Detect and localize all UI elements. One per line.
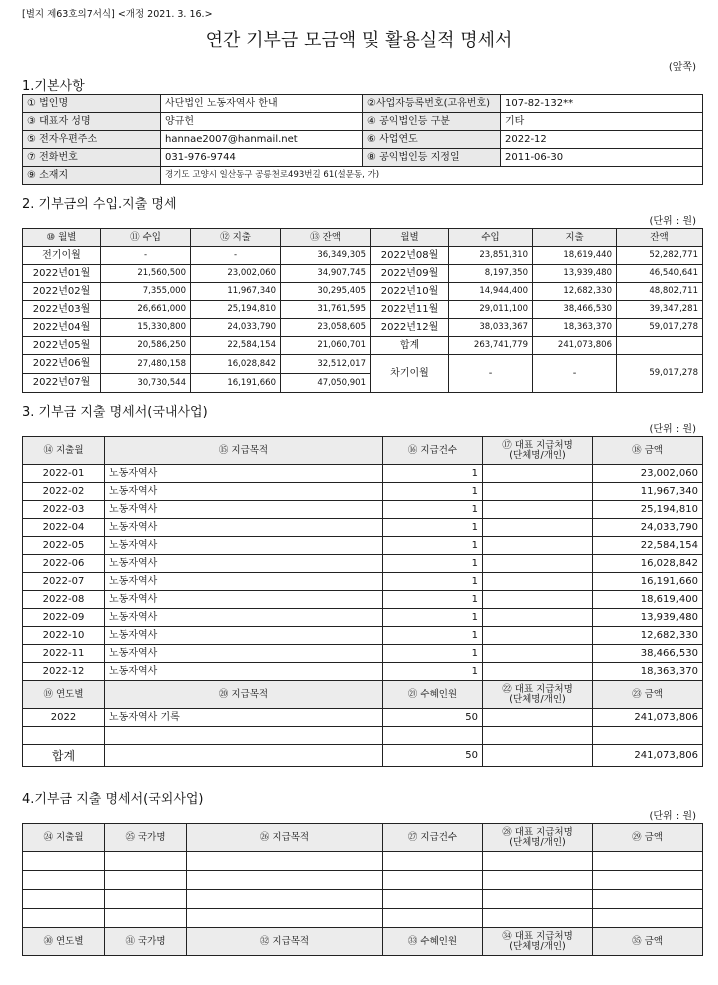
expense-cell: -: [191, 247, 281, 265]
expense-cell: 241,073,806: [533, 337, 617, 355]
income-cell: 7,355,000: [101, 283, 191, 301]
empty-cell: [483, 852, 593, 871]
field-label: ④ 공익법인등 구분: [363, 113, 501, 131]
column-header: ㉛ 국가명: [105, 928, 187, 956]
expense-cell: 22,584,154: [191, 337, 281, 355]
month-cell: 2022년08월: [371, 247, 449, 265]
carry-over-income: -: [449, 355, 533, 393]
count-cell: 1: [383, 465, 483, 483]
field-label: ③ 대표자 성명: [23, 113, 161, 131]
empty-cell: [383, 890, 483, 909]
balance-cell: 48,802,711: [617, 283, 703, 301]
purpose-cell: 노동자역사: [105, 501, 383, 519]
month-row: [23, 247, 703, 265]
page-title: 연간 기부금 모금액 및 활용실적 명세서: [205, 30, 513, 51]
amount-cell: 22,584,154: [593, 537, 703, 555]
count-cell: 1: [383, 501, 483, 519]
balance-cell: 23,058,605: [281, 319, 371, 337]
expense-row: [23, 573, 703, 591]
count-cell: 1: [383, 555, 483, 573]
field-value: 2022-12: [501, 131, 703, 149]
expense-cell: 23,002,060: [191, 265, 281, 283]
empty-cell: [593, 909, 703, 928]
column-header: 수입: [449, 229, 533, 247]
empty-cell: [483, 909, 593, 928]
balance-cell: 36,349,305: [281, 247, 371, 265]
header-row: [23, 229, 703, 247]
purpose-cell: 노동자역사: [105, 663, 383, 681]
column-header: ㉒ 대표 지급처명 (단체명/개인): [483, 681, 593, 709]
total-row: [23, 745, 703, 767]
expense-cell: 12,682,330: [533, 283, 617, 301]
basic-info-row: [23, 149, 703, 167]
purpose-cell: 노동자역사: [105, 537, 383, 555]
empty-cell: [187, 871, 383, 890]
month-cell: 2022년06월: [23, 355, 101, 374]
count-cell: 1: [383, 483, 483, 501]
header-row: [23, 681, 703, 709]
amount-cell: 12,682,330: [593, 627, 703, 645]
blank-row: [23, 727, 703, 745]
month-row: [23, 337, 703, 355]
count-cell: 1: [383, 663, 483, 681]
expense-row: [23, 519, 703, 537]
empty-cell: [105, 909, 187, 928]
field-value: 기타: [501, 113, 703, 131]
column-header: ㉑ 수혜인원: [383, 681, 483, 709]
basic-info-row: [23, 113, 703, 131]
month-cell: 2022-06: [23, 555, 105, 573]
field-label: ⑧ 공익법인등 지정일: [363, 149, 501, 167]
field-value: 107-82-132**: [501, 95, 703, 113]
column-header: ⑩ 월별: [23, 229, 101, 247]
column-header: ⑲ 연도별: [23, 681, 105, 709]
overseas-expense-table: [22, 823, 703, 956]
column-header: 잔액: [617, 229, 703, 247]
column-header: ㉚ 연도별: [23, 928, 105, 956]
expense-cell: 18,363,370: [533, 319, 617, 337]
income-cell: 21,560,500: [101, 265, 191, 283]
expense-row: [23, 537, 703, 555]
recipient-cell: [483, 591, 593, 609]
basic-info-row: [23, 131, 703, 149]
recipient-cell: [483, 745, 593, 767]
income-cell: 20,586,250: [101, 337, 191, 355]
amount-cell: 25,194,810: [593, 501, 703, 519]
count-cell: 1: [383, 537, 483, 555]
blank-row: [23, 871, 703, 890]
address-value: 경기도 고양시 일산동구 공릉천로493번길 61(설문동, 가): [161, 167, 703, 185]
balance-cell: 39,347,281: [617, 301, 703, 319]
field-value: 031-976-9744: [161, 149, 363, 167]
empty-cell: [383, 871, 483, 890]
month-cell: 2022년04월: [23, 319, 101, 337]
purpose-cell: 노동자역사: [105, 645, 383, 663]
month-cell: 2022-12: [23, 663, 105, 681]
year-cell: 2022: [23, 709, 105, 727]
empty-cell: [105, 727, 383, 745]
expense-cell: 18,619,440: [533, 247, 617, 265]
expense-cell: 16,191,660: [191, 374, 281, 393]
column-header: ⑫ 지출: [191, 229, 281, 247]
month-row: [23, 301, 703, 319]
purpose-cell: 노동자역사: [105, 609, 383, 627]
month-cell: 2022-07: [23, 573, 105, 591]
field-value: 2011-06-30: [501, 149, 703, 167]
count-cell: 1: [383, 645, 483, 663]
count-cell: 1: [383, 591, 483, 609]
empty-cell: [105, 890, 187, 909]
income-cell: 38,033,367: [449, 319, 533, 337]
recipient-cell: [483, 709, 593, 727]
beneficiaries-cell: 50: [383, 745, 483, 767]
total-amount-cell: 241,073,806: [593, 745, 703, 767]
form-header: [별지 제63호의7서식] <개정 2021. 3. 16.>: [22, 9, 213, 20]
income-cell: 8,197,350: [449, 265, 533, 283]
empty-cell: [23, 890, 105, 909]
month-row: [23, 319, 703, 337]
income-cell: 23,851,310: [449, 247, 533, 265]
month-cell: 2022년03월: [23, 301, 101, 319]
income-cell: 263,741,779: [449, 337, 533, 355]
blank-row: [23, 890, 703, 909]
expense-row: [23, 645, 703, 663]
field-value: 사단법인 노동자역사 한내: [161, 95, 363, 113]
amount-cell: 13,939,480: [593, 609, 703, 627]
count-cell: 1: [383, 573, 483, 591]
empty-cell: [105, 871, 187, 890]
empty-cell: [23, 871, 105, 890]
recipient-cell: [483, 609, 593, 627]
month-cell: 전기이월: [23, 247, 101, 265]
year-row: [23, 709, 703, 727]
amount-cell: 23,002,060: [593, 465, 703, 483]
header-row: [23, 928, 703, 956]
empty-cell: [23, 852, 105, 871]
expense-row: [23, 465, 703, 483]
column-header: ㉟ 금액: [593, 928, 703, 956]
count-cell: 1: [383, 519, 483, 537]
amount-cell: 16,028,842: [593, 555, 703, 573]
total-label: 합계: [23, 745, 105, 767]
expense-cell: 24,033,790: [191, 319, 281, 337]
purpose-cell: 노동자역사 기록: [105, 709, 383, 727]
column-header: 월별: [371, 229, 449, 247]
purpose-cell: 노동자역사: [105, 627, 383, 645]
month-cell: 2022년05월: [23, 337, 101, 355]
expense-row: [23, 591, 703, 609]
income-cell: 29,011,100: [449, 301, 533, 319]
balance-cell: 30,295,405: [281, 283, 371, 301]
section-2-unit: (단위 : 원): [649, 216, 696, 227]
empty-cell: [23, 727, 105, 745]
purpose-cell: 노동자역사: [105, 465, 383, 483]
month-row: [23, 283, 703, 301]
address-label: ⑨ 소재지: [23, 167, 161, 185]
month-cell: 2022-02: [23, 483, 105, 501]
expense-row: [23, 663, 703, 681]
amount-cell: 24,033,790: [593, 519, 703, 537]
column-header: ⑳ 지급목적: [105, 681, 383, 709]
month-cell: 2022-08: [23, 591, 105, 609]
balance-cell: 32,512,017: [281, 355, 371, 374]
empty-cell: [187, 909, 383, 928]
page-side-label: (앞쪽): [668, 62, 696, 73]
purpose-cell: 노동자역사: [105, 519, 383, 537]
recipient-cell: [483, 519, 593, 537]
empty-cell: [483, 871, 593, 890]
amount-cell: 18,619,400: [593, 591, 703, 609]
empty-cell: [383, 909, 483, 928]
recipient-cell: [483, 663, 593, 681]
column-header: ⑯ 지급건수: [383, 437, 483, 465]
empty-cell: [593, 890, 703, 909]
column-header: ㉔ 지출월: [23, 824, 105, 852]
section-2-heading: 2. 기부금의 수입.지출 명세: [22, 197, 177, 212]
recipient-cell: [483, 645, 593, 663]
expense-row: [23, 501, 703, 519]
month-cell: 2022년10월: [371, 283, 449, 301]
field-label: ① 법인명: [23, 95, 161, 113]
column-header: ㉗ 지급건수: [383, 824, 483, 852]
recipient-cell: [483, 465, 593, 483]
column-header: ⑬ 잔액: [281, 229, 371, 247]
month-cell: 2022-10: [23, 627, 105, 645]
blank-row: [23, 909, 703, 928]
empty-cell: [483, 890, 593, 909]
empty-cell: [593, 727, 703, 745]
expense-cell: 16,028,842: [191, 355, 281, 374]
section-3-heading: 3. 기부금 지출 명세서(국내사업): [22, 405, 208, 420]
month-cell: 2022년11월: [371, 301, 449, 319]
balance-cell: 31,761,595: [281, 301, 371, 319]
month-cell: 합계: [371, 337, 449, 355]
balance-cell: 46,540,641: [617, 265, 703, 283]
purpose-cell: 노동자역사: [105, 573, 383, 591]
beneficiaries-cell: 50: [383, 709, 483, 727]
amount-cell: 38,466,530: [593, 645, 703, 663]
column-header: ㉞ 대표 지급처명 (단체명/개인): [483, 928, 593, 956]
column-header: ⑪ 수입: [101, 229, 191, 247]
month-cell: 2022-03: [23, 501, 105, 519]
month-row: [23, 265, 703, 283]
month-cell: 2022-04: [23, 519, 105, 537]
recipient-cell: [483, 483, 593, 501]
empty-cell: [593, 871, 703, 890]
section-4-heading: 4.기부금 지출 명세서(국외사업): [22, 792, 204, 807]
empty-cell: [383, 727, 483, 745]
income-cell: -: [101, 247, 191, 265]
purpose-cell: 노동자역사: [105, 591, 383, 609]
field-label: ②사업자등록번호(고유번호): [363, 95, 501, 113]
section-1-heading: 1.기본사항: [22, 79, 85, 94]
column-header: ⑭ 지출월: [23, 437, 105, 465]
month-cell: 2022-01: [23, 465, 105, 483]
balance-cell: 52,282,771: [617, 247, 703, 265]
blank-row: [23, 852, 703, 871]
expense-row: [23, 555, 703, 573]
expense-cell: 11,967,340: [191, 283, 281, 301]
expense-cell: 25,194,810: [191, 301, 281, 319]
balance-cell: [617, 337, 703, 355]
section-4-unit: (단위 : 원): [649, 811, 696, 822]
recipient-cell: [483, 627, 593, 645]
empty-cell: [187, 890, 383, 909]
empty-cell: [593, 852, 703, 871]
expense-row: [23, 609, 703, 627]
amount-cell: 18,363,370: [593, 663, 703, 681]
income-expense-table: [22, 228, 703, 393]
month-cell: 2022-11: [23, 645, 105, 663]
count-cell: 1: [383, 627, 483, 645]
carry-over-balance: 59,017,278: [617, 355, 703, 393]
month-cell: 2022년07월: [23, 374, 101, 393]
expense-row: [23, 627, 703, 645]
domestic-expense-table: [22, 436, 703, 767]
month-cell: 2022-05: [23, 537, 105, 555]
purpose-cell: [105, 745, 383, 767]
empty-cell: [483, 727, 593, 745]
header-row: [23, 437, 703, 465]
column-header: ⑮ 지급목적: [105, 437, 383, 465]
field-value: 양규헌: [161, 113, 363, 131]
column-header: ㉙ 금액: [593, 824, 703, 852]
field-label: ⑤ 전자우편주소: [23, 131, 161, 149]
basic-info-row: [23, 95, 703, 113]
balance-cell: 34,907,745: [281, 265, 371, 283]
expense-row: [23, 483, 703, 501]
empty-cell: [187, 852, 383, 871]
section-3-unit: (단위 : 원): [649, 424, 696, 435]
empty-cell: [105, 852, 187, 871]
balance-cell: 59,017,278: [617, 319, 703, 337]
income-cell: 15,330,800: [101, 319, 191, 337]
recipient-cell: [483, 573, 593, 591]
income-cell: 30,730,544: [101, 374, 191, 393]
field-label: ⑥ 사업연도: [363, 131, 501, 149]
column-header: ㉕ 국가명: [105, 824, 187, 852]
recipient-cell: [483, 555, 593, 573]
purpose-cell: 노동자역사: [105, 483, 383, 501]
amount-cell: 11,967,340: [593, 483, 703, 501]
amount-cell: 16,191,660: [593, 573, 703, 591]
column-header: ㉝ 수혜인원: [383, 928, 483, 956]
month-row: [23, 355, 703, 374]
column-header: ⑰ 대표 지급처명 (단체명/개인): [483, 437, 593, 465]
income-cell: 14,944,400: [449, 283, 533, 301]
expense-cell: 38,466,530: [533, 301, 617, 319]
recipient-cell: [483, 537, 593, 555]
column-header: ⑱ 금액: [593, 437, 703, 465]
basic-info-table: [22, 94, 703, 185]
balance-cell: 47,050,901: [281, 374, 371, 393]
field-value: hannae2007@hanmail.net: [161, 131, 363, 149]
expense-cell: 13,939,480: [533, 265, 617, 283]
income-cell: 26,661,000: [101, 301, 191, 319]
carry-over-label: 차기이월: [371, 355, 449, 393]
column-header: ㉓ 금액: [593, 681, 703, 709]
empty-cell: [383, 852, 483, 871]
month-cell: 2022년09월: [371, 265, 449, 283]
recipient-cell: [483, 501, 593, 519]
field-label: ⑦ 전화번호: [23, 149, 161, 167]
column-header: ㉘ 대표 지급처명 (단체명/개인): [483, 824, 593, 852]
column-header: ㉜ 지급목적: [187, 928, 383, 956]
month-cell: 2022년01월: [23, 265, 101, 283]
header-row: [23, 824, 703, 852]
count-cell: 1: [383, 609, 483, 627]
month-cell: 2022년02월: [23, 283, 101, 301]
column-header: ㉖ 지급목적: [187, 824, 383, 852]
purpose-cell: 노동자역사: [105, 555, 383, 573]
column-header: 지출: [533, 229, 617, 247]
address-row: [23, 167, 703, 185]
amount-cell: 241,073,806: [593, 709, 703, 727]
carry-over-expense: -: [533, 355, 617, 393]
empty-cell: [23, 909, 105, 928]
balance-cell: 21,060,701: [281, 337, 371, 355]
month-cell: 2022-09: [23, 609, 105, 627]
month-cell: 2022년12월: [371, 319, 449, 337]
income-cell: 27,480,158: [101, 355, 191, 374]
